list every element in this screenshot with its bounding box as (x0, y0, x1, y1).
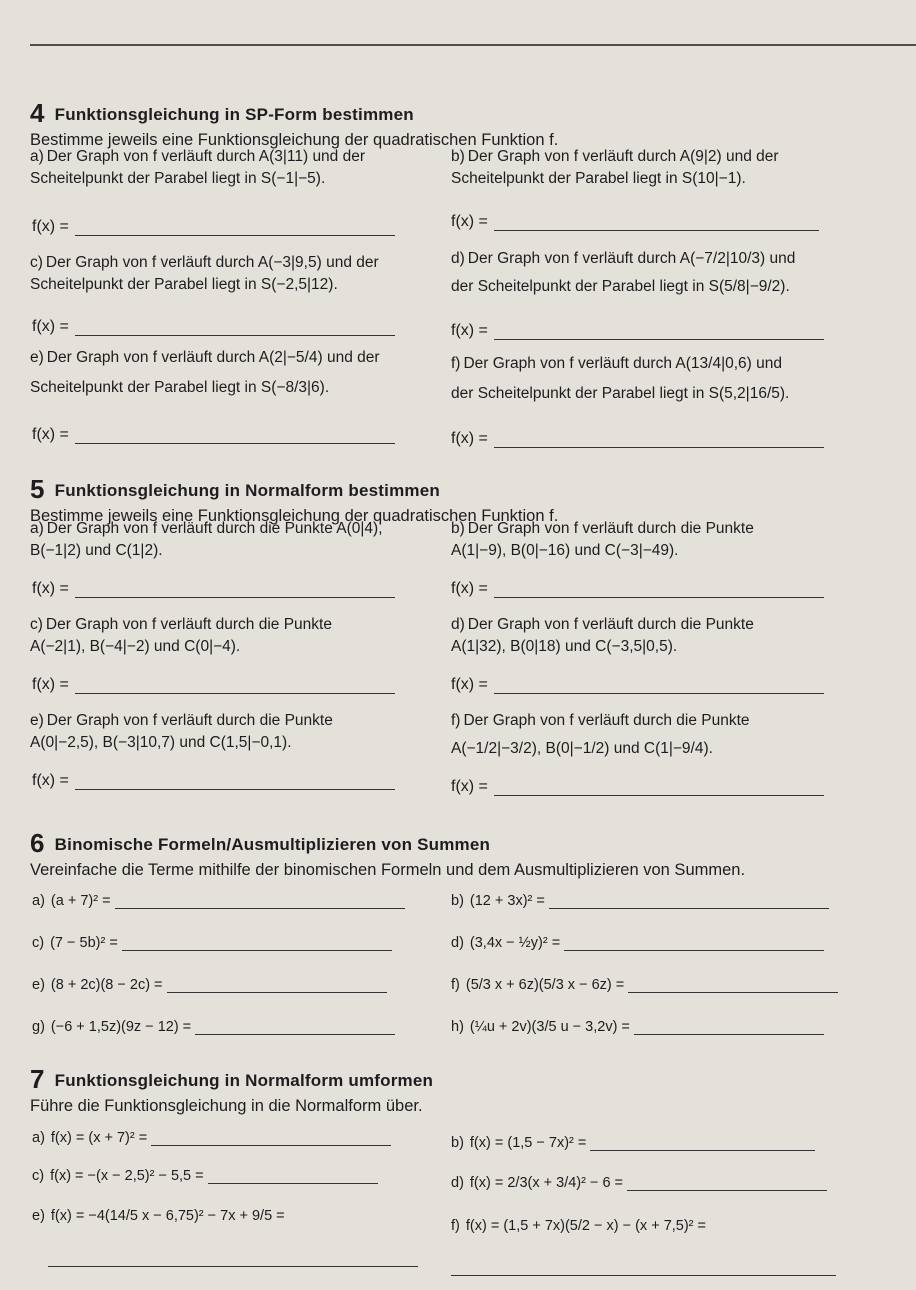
task-7e[interactable]: e) f(x) = −4(14/5 x − 6,75)² − 7x + 9/5 = (32, 1208, 285, 1224)
section-4 (30, 98, 890, 150)
task-7b[interactable]: b) f(x) = (1,5 − 7x)² = (451, 1135, 815, 1151)
answer-4a[interactable]: f(x) = (32, 218, 395, 236)
answer-4f[interactable]: f(x) = (451, 430, 824, 448)
section-title: Binomische Formeln/Ausmultiplizieren von Summen (54, 835, 491, 854)
section-number: 6 (30, 828, 45, 858)
task-7c[interactable]: c) f(x) = −(x − 2,5)² − 5,5 = (32, 1168, 378, 1184)
answer-4b[interactable]: f(x) = (451, 213, 819, 231)
task-4f: f) Der Graph von f verläuft durch A(13/4|0,6) und der Scheitelpunkt der Parabel liegt in S(5,2|16/5). (451, 355, 790, 402)
task-5f: f) Der Graph von f verläuft durch die Punkte A(−1/2|−3/2), B(0|−1/2) und C(1|−9/4). (451, 712, 750, 757)
answer-5d[interactable]: f(x) = (451, 676, 824, 694)
task-6g[interactable]: g) (−6 + 1,5z)(9z − 12) = (32, 1019, 395, 1035)
task-5b: b) Der Graph von f verläuft durch die Punkte A(1|−9), B(0|−16) und C(−3|−49). (451, 520, 754, 559)
answer-5f[interactable]: f(x) = (451, 778, 824, 796)
section-number: 4 (30, 98, 45, 128)
section-instruction: Vereinfache die Terme mithilfe der binomischen Formeln und dem Ausmultiplizieren von Summen. (30, 861, 746, 879)
section-7 (30, 1064, 890, 1116)
task-5e: e) Der Graph von f verläuft durch die Punkte A(0|−2,5), B(−3|10,7) und C(1,5|−0,1). (30, 712, 333, 751)
section-6 (30, 828, 890, 880)
task-4a: a) Der Graph von f verläuft durch A(3|11) und der Scheitelpunkt der Parabel liegt in S(−1|−5). (30, 148, 366, 187)
task-4b: b) Der Graph von f verläuft durch A(9|2) und der Scheitelpunkt der Parabel liegt in S(10|−1). (451, 148, 779, 187)
section-6-header (30, 828, 890, 859)
task-5d: d) Der Graph von f verläuft durch die Punkte A(1|32), B(0|18) und C(−3,5|0,5). (451, 616, 754, 655)
section-title: Funktionsgleichung in SP-Form bestimmen (54, 105, 414, 124)
section-instruction: Bestimme jeweils eine Funktionsgleichung der quadratischen Funktion f. (30, 507, 559, 525)
answer-5a[interactable]: f(x) = (32, 580, 395, 598)
answer-line-7f[interactable] (451, 1275, 836, 1276)
answer-5e[interactable]: f(x) = (32, 772, 395, 790)
task-7d[interactable]: d) f(x) = 2/3(x + 3/4)² − 6 = (451, 1175, 827, 1191)
section-4-header (30, 98, 890, 129)
task-6f[interactable]: f) (5/3 x + 6z)(5/3 x − 6z) = (451, 977, 838, 993)
section-5-header (30, 474, 890, 505)
task-6e[interactable]: e) (8 + 2c)(8 − 2c) = (32, 977, 387, 993)
task-4c: c) Der Graph von f verläuft durch A(−3|9,5) und der Scheitelpunkt der Parabel liegt in S(−2,5|12). (30, 254, 379, 293)
answer-5b[interactable]: f(x) = (451, 580, 824, 598)
task-6b[interactable]: b) (12 + 3x)² = (451, 893, 829, 909)
answer-5c[interactable]: f(x) = (32, 676, 395, 694)
task-7f[interactable]: f) f(x) = (1,5 + 7x)(5/2 − x) − (x + 7,5)² = (451, 1218, 707, 1234)
section-number: 5 (30, 474, 45, 504)
task-7a[interactable]: a) f(x) = (x + 7)² = (32, 1130, 391, 1146)
section-title: Funktionsgleichung in Normalform umformen (54, 1071, 434, 1090)
task-5c: c) Der Graph von f verläuft durch die Punkte A(−2|1), B(−4|−2) und C(0|−4). (30, 616, 332, 655)
section-instruction: Führe die Funktionsgleichung in die Normalform über. (30, 1097, 423, 1115)
answer-line-7e[interactable] (48, 1266, 418, 1267)
task-6a[interactable]: a) (a + 7)² = (32, 893, 405, 909)
section-title: Funktionsgleichung in Normalform bestimmen (54, 481, 440, 500)
answer-4e[interactable]: f(x) = (32, 426, 395, 444)
section-number: 7 (30, 1064, 45, 1094)
section-instruction: Bestimme jeweils eine Funktionsgleichung der quadratischen Funktion f. (30, 131, 559, 149)
task-6d[interactable]: d) (3,4x − ½y)² = (451, 935, 824, 951)
task-4e: e) Der Graph von f verläuft durch A(2|−5/4) und der Scheitelpunkt der Parabel liegt in S(−8/3|6). (30, 349, 380, 396)
answer-4c[interactable]: f(x) = (32, 318, 395, 336)
task-6c[interactable]: c) (7 − 5b)² = (32, 935, 392, 951)
task-6h[interactable]: h) (¼u + 2v)(3/5 u − 3,2v) = (451, 1019, 824, 1035)
task-4d: d) Der Graph von f verläuft durch A(−7/2|10/3) und der Scheitelpunkt der Parabel liegt in S(5/8|−9/2). (451, 250, 796, 295)
task-5a: a) Der Graph von f verläuft durch die Punkte A(0|4), B(−1|2) und C(1|2). (30, 520, 383, 559)
top-rule (30, 44, 916, 46)
answer-4d[interactable]: f(x) = (451, 322, 824, 340)
section-7-header (30, 1064, 890, 1095)
